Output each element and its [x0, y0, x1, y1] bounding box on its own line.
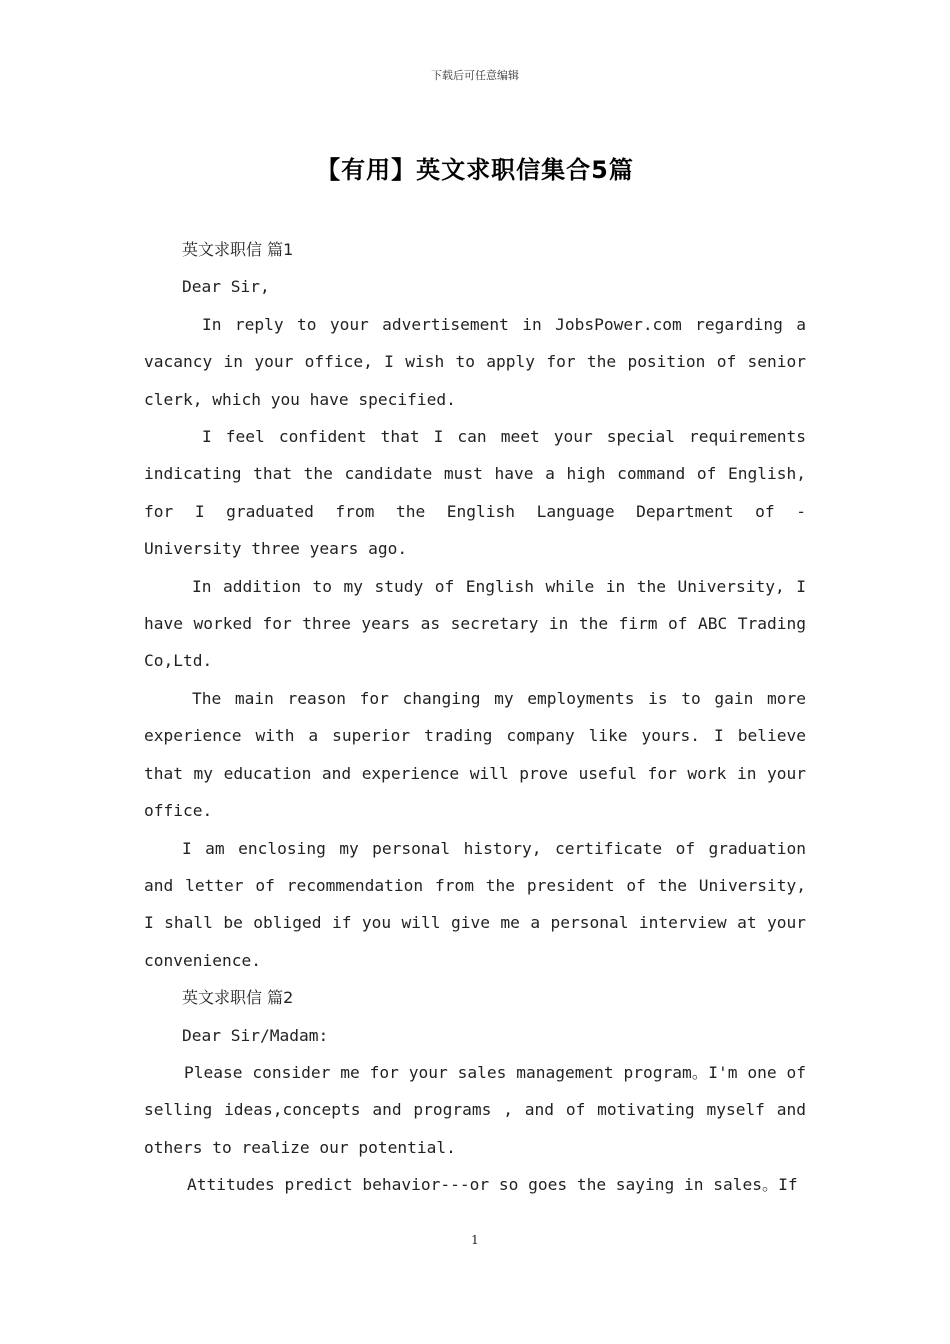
document-body: [144, 231, 806, 1204]
section-heading: 英文求职信 篇2: [182, 988, 294, 1008]
section-heading: 英文求职信 篇1: [182, 240, 294, 259]
salutation: Dear Sir,: [182, 277, 270, 297]
paragraph: Please consider me for your sales management program。I'm one of selling ideas,concepts and programs , and of motivating myself and others to realize our potential.: [144, 1062, 806, 1157]
paragraph: I feel confident that I can meet your special requirements indicating that the candidate must have a high command of English, for I graduated from the English Language Department of - University three years ago.: [144, 427, 806, 559]
paragraph: Attitudes predict behavior---or so goes the saying in sales。If: [187, 1175, 798, 1195]
header-note: 下载后可任意编辑: [431, 69, 519, 82]
document-title: 【有用】英文求职信集合5篇: [316, 156, 634, 184]
paragraph: I am enclosing my personal history, certificate of graduation and letter of recommendation from the president of the University, I shall be obliged if you will give me a personal interview at your convenience.: [144, 838, 806, 970]
paragraph: The main reason for changing my employments is to gain more experience with a superior trading company like yours. I believe that my education and experience will prove useful for work in your office.: [144, 688, 806, 821]
paragraph: In addition to my study of English while in the University, I have worked for three years as secretary in the firm of ABC Trading Co,Ltd.: [144, 576, 806, 671]
salutation: Dear Sir/Madam:: [182, 1025, 329, 1045]
paragraph: In reply to your advertisement in JobsPower.com regarding a vacancy in your office, I wish to apply for the position of senior clerk, which you have specified.: [144, 314, 806, 409]
page-number: 1: [471, 1233, 479, 1247]
